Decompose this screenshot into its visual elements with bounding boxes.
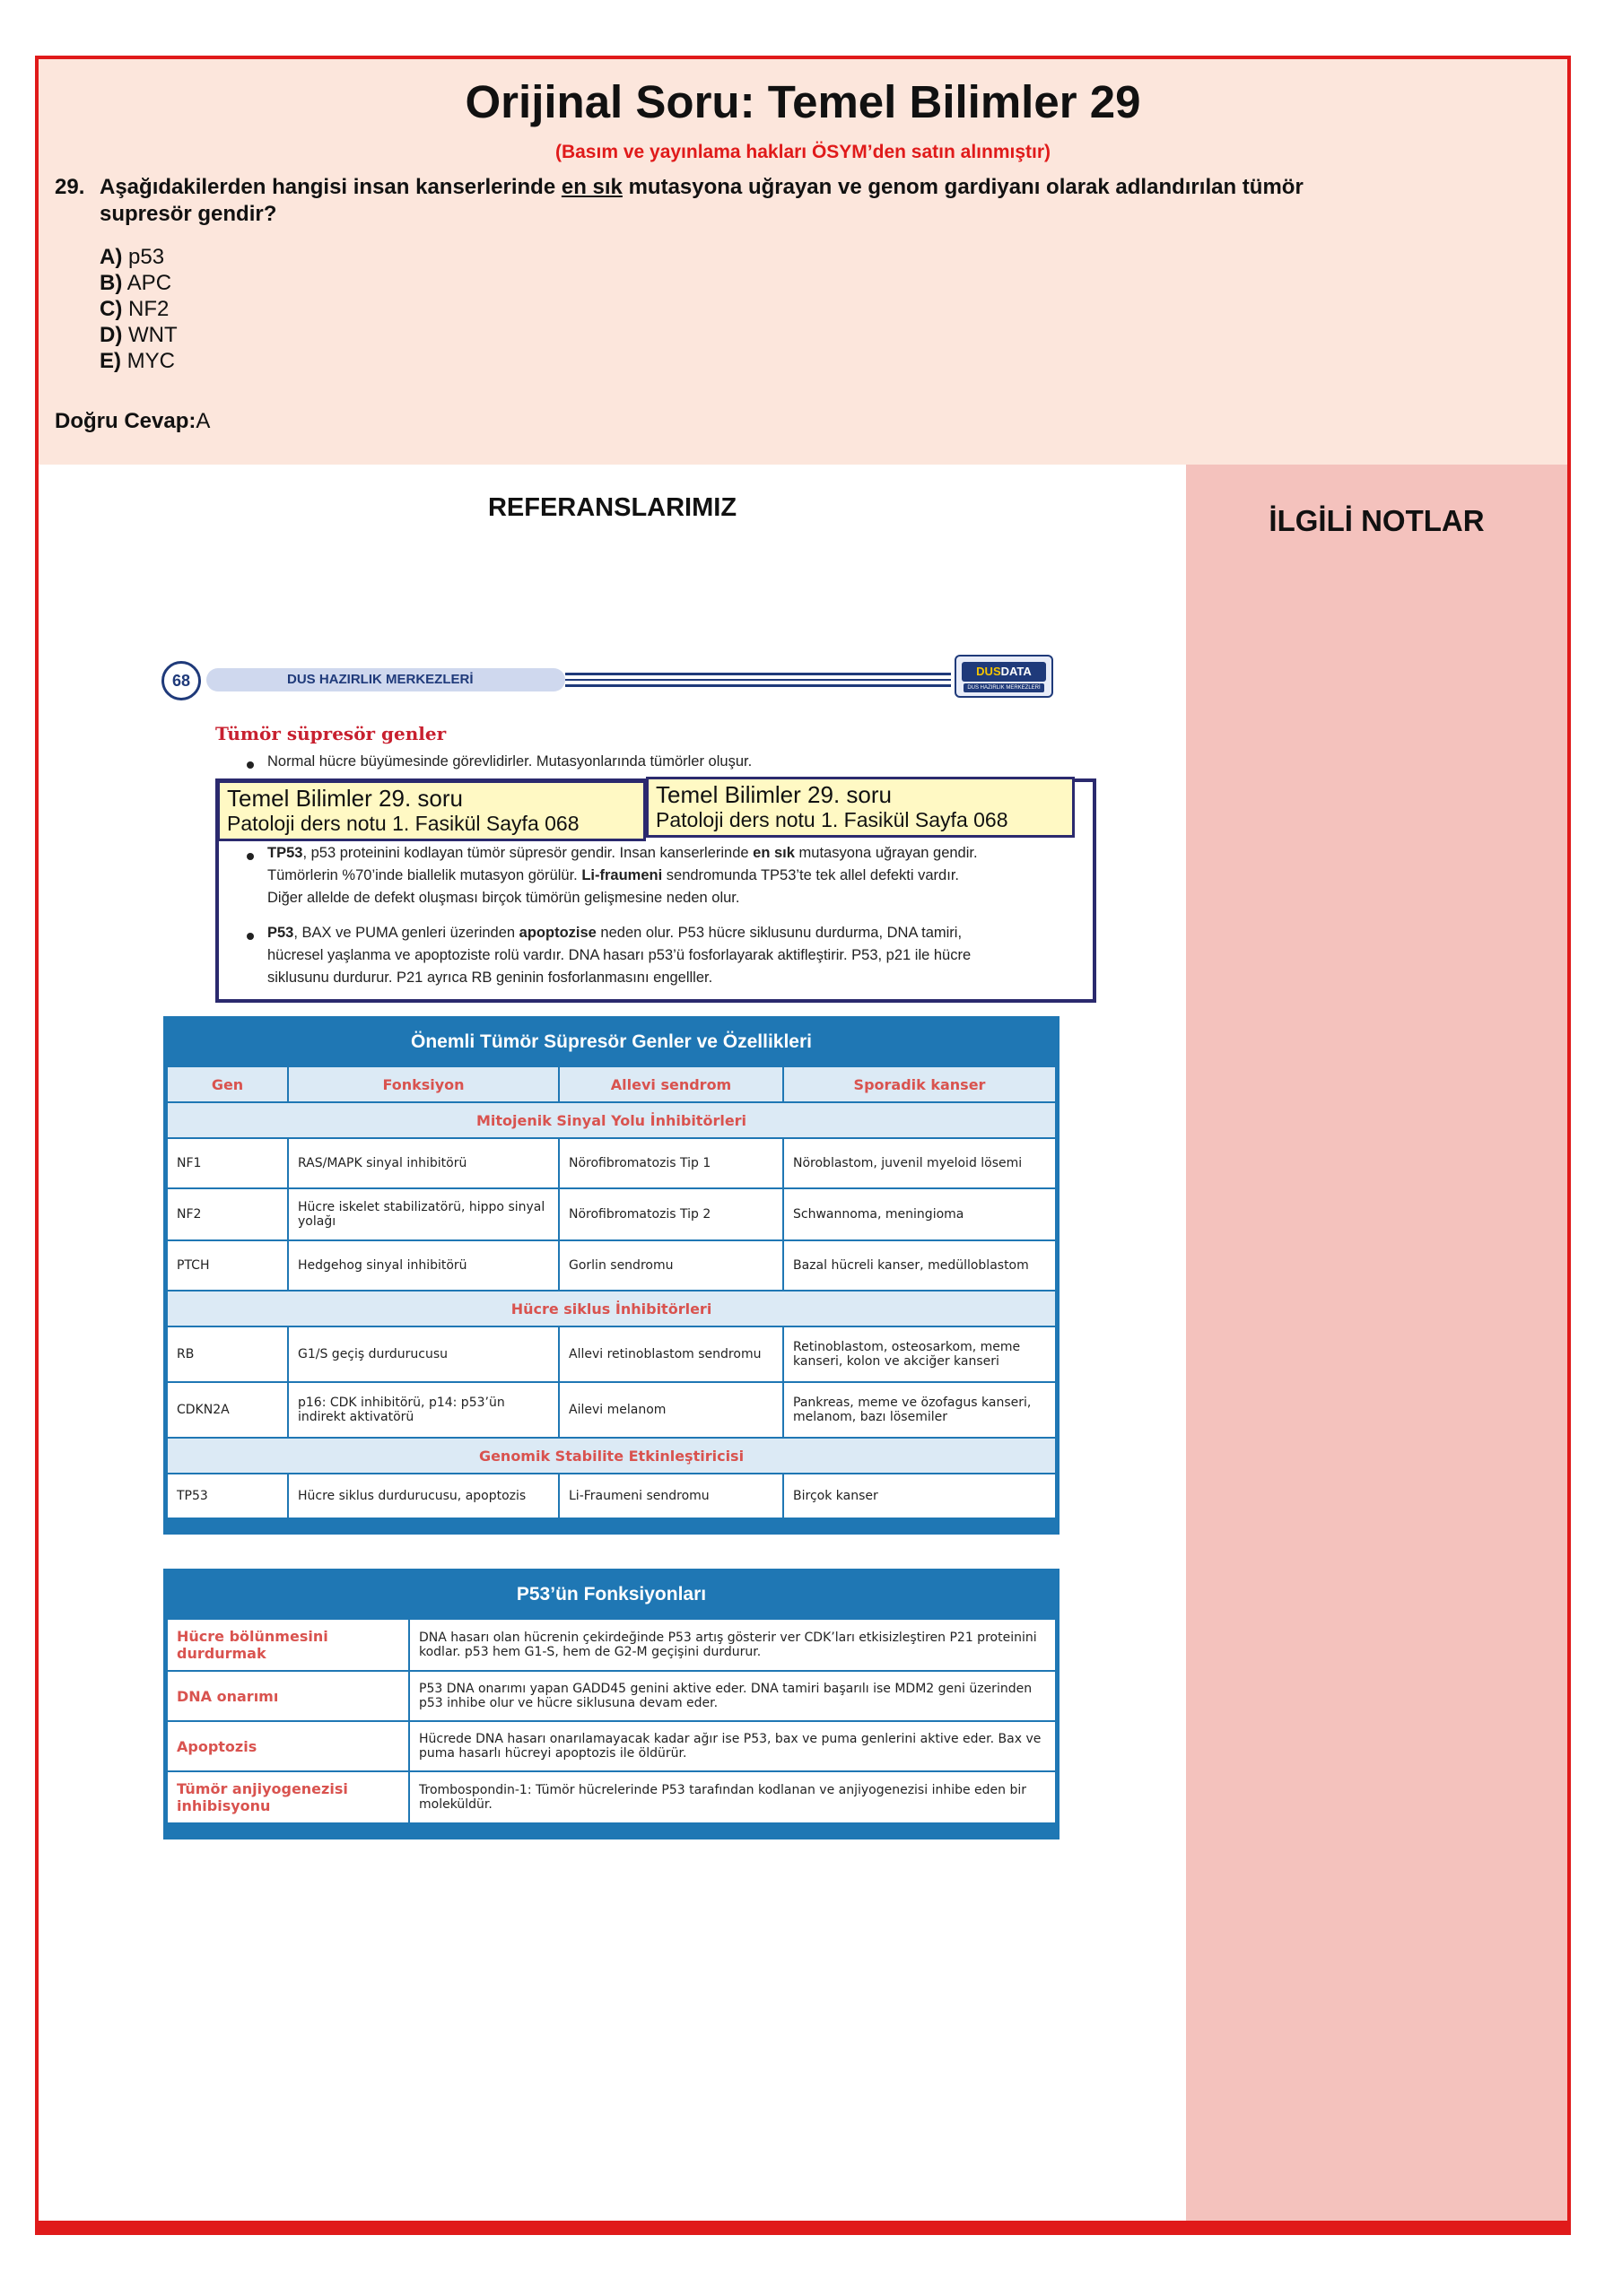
table-cell: Hedgehog sinyal inhibitörü: [288, 1240, 559, 1291]
option-letter: C): [100, 297, 123, 321]
p53-text: , BAX ve PUMA genleri üzerinden: [293, 925, 519, 941]
tp53-text: sendromunda TP53’te tek allel defekti vardır.: [662, 867, 959, 883]
option-c: [100, 296, 178, 322]
table-title: Önemli Tümör Süpresör Genler ve Özellikleri: [166, 1019, 1057, 1065]
page-number: 68: [161, 661, 201, 700]
option-letter: B): [100, 271, 123, 295]
tp53-term: TP53: [267, 845, 303, 861]
bullet-dot: [247, 761, 254, 769]
table-footer: [166, 1824, 1057, 1837]
p53-apoptosis-line-3: siklusunu durdurur. P21 ayrıca RB geninin fosforlanmasını engelller.: [267, 970, 713, 986]
table-cell: Nöroblastom, juvenil myeloid lösemi: [783, 1138, 1056, 1188]
copyright-note: (Basım ve yayınlama hakları ÖSYM’den satın alınmıştır): [554, 142, 1051, 162]
table-row: [167, 1326, 1056, 1382]
group-label: Genomik Stabilite Etkinleştiricisi: [167, 1438, 1056, 1474]
bullet-dot: [247, 933, 254, 940]
option-letter: E): [100, 349, 121, 373]
tumor-suppressor-table: [163, 1016, 1060, 1535]
table-row: [167, 1771, 1056, 1823]
question-number: 29.: [55, 175, 85, 199]
group-row: [167, 1102, 1056, 1138]
bullet-dot: [247, 853, 254, 860]
question-text-part: mutasyona uğrayan ve genom gardiyanı olarak adlandırılan tümör: [622, 175, 1304, 199]
column-header: Fonksiyon: [288, 1066, 559, 1102]
question-text-part: Aşağıdakilerden hangisi insan kanserlerinde: [100, 175, 562, 199]
function-description: DNA hasarı olan hücrenin çekirdeğinde P53 artış gösterir ver CDK’ları etkisizleştiren P21 proteinini kodlar. p53 hem G1-S, hem de G2-M geçişini durdurur.: [409, 1619, 1056, 1671]
tag-source: Patoloji ders notu 1. Fasikül Sayfa 068: [227, 812, 580, 835]
option-text: MYC: [121, 349, 175, 373]
function-name: Tümör anjiyogenezisi inhibisyonu: [167, 1771, 409, 1823]
p53-apoptosis-line-2: hücresel yaşlanma ve apoptoziste rolü vardır. DNA hasarı p53’ü fosforlayarak aktifleştirir. P53, p21 ile hücre: [267, 947, 972, 963]
table-row: [167, 1382, 1056, 1438]
table-title: P53’ün Fonksiyonları: [166, 1571, 1057, 1618]
table-cell: Gorlin sendromu: [559, 1240, 783, 1291]
p53-functions-table: [163, 1569, 1060, 1839]
p53-term: P53: [267, 925, 294, 941]
table-row: [167, 1138, 1056, 1188]
option-text: WNT: [122, 323, 178, 347]
option-letter: D): [100, 323, 123, 347]
question-text-continued: supresör gendir?: [100, 202, 277, 226]
answer-label: Doğru Cevap:: [55, 409, 196, 433]
table-cell: Li-Fraumeni sendromu: [559, 1474, 783, 1518]
tumor-suppressor-grid: [166, 1065, 1057, 1519]
correct-answer: [55, 409, 210, 434]
p53-text: neden olur. P53 hücre siklusunu durdurma, DNA tamiri,: [596, 925, 963, 941]
p53-apoptosis-line-1: [267, 922, 962, 944]
table-cell: Retinoblastom, osteosarkom, meme kanseri, kolon ve akciğer kanseri: [783, 1326, 1056, 1382]
table-row: [167, 1188, 1056, 1240]
table-cell: Allevi retinoblastom sendromu: [559, 1326, 783, 1382]
table-cell: G1/S geçiş durdurucusu: [288, 1326, 559, 1382]
table-cell: Hücre iskelet stabilizatörü, hippo sinyal yolağı: [288, 1188, 559, 1240]
p53-functions-grid: [166, 1618, 1057, 1824]
option-text: p53: [122, 245, 165, 269]
column-header: Sporadik kanser: [783, 1066, 1056, 1102]
option-text: APC: [122, 271, 172, 295]
table-cell: PTCH: [167, 1240, 288, 1291]
option-d: [100, 322, 178, 348]
answer-options: [100, 244, 178, 374]
table-cell: Nörofibromatozis Tip 1: [559, 1138, 783, 1188]
table-cell: Pankreas, meme ve özofagus kanseri, melanom, bazı lösemiler: [783, 1382, 1056, 1438]
tag-title: Temel Bilimler 29. soru: [227, 785, 463, 812]
tag-source: Patoloji ders notu 1. Fasikül Sayfa 068: [656, 808, 1008, 831]
tp53-text: Tümörlerin %70’inde biallelik mutasyon görülür.: [267, 867, 582, 883]
table-cell: Ailevi melanom: [559, 1382, 783, 1438]
group-row: [167, 1291, 1056, 1326]
tp53-text: , p53 proteinini kodlayan tümör süpresör gendir. Insan kanserlerinde: [302, 845, 754, 861]
page-header-label: DUS HAZIRLIK MERKEZLERİ: [206, 668, 565, 691]
bullet-text-1: Normal hücre büyümesinde görevlidirler. Mutasyonlarında tümörler oluşur.: [267, 753, 753, 770]
answer-value: A: [196, 409, 211, 433]
column-header: Gen: [167, 1066, 288, 1102]
group-label: Mitojenik Sinyal Yolu İnhibitörleri: [167, 1102, 1056, 1138]
table-cell: NF2: [167, 1188, 288, 1240]
logo-text-a: DUS: [976, 665, 1001, 678]
group-label: Hücre siklus İnhibitörleri: [167, 1291, 1056, 1326]
function-name: DNA onarımı: [167, 1671, 409, 1721]
logo-text-b: DATA: [1000, 665, 1032, 678]
table-cell: p16: CDK inhibitörü, p14: p53’ün indirekt aktivatörü: [288, 1382, 559, 1438]
reference-tag-2: [646, 777, 1075, 838]
table-cell: NF1: [167, 1138, 288, 1188]
function-description: Trombospondin-1: Tümör hücrelerinde P53 tarafından kodlanan ve anjiyogenezisi inhibe eden bir moleküldür.: [409, 1771, 1056, 1823]
option-e: [100, 348, 178, 374]
table-cell: RAS/MAPK sinyal inhibitörü: [288, 1138, 559, 1188]
function-description: P53 DNA onarımı yapan GADD45 genini aktive eder. DNA tamiri başarılı ise MDM2 geni üzerinden p53 inhibe olur ve hücre siklusuna devam eder.: [409, 1671, 1056, 1721]
notes-title: İLGİLİ NOTLAR: [1269, 504, 1485, 537]
tag-title: Temel Bilimler 29. soru: [656, 781, 892, 808]
logo-text: [962, 662, 1046, 682]
group-row: [167, 1438, 1056, 1474]
table-cell: TP53: [167, 1474, 288, 1518]
table-cell: Nörofibromatozis Tip 2: [559, 1188, 783, 1240]
table-cell: Birçok kanser: [783, 1474, 1056, 1518]
table-cell: Schwannoma, meningioma: [783, 1188, 1056, 1240]
column-header: Allevi sendrom: [559, 1066, 783, 1102]
option-letter: A): [100, 245, 123, 269]
references-title: REFERANSLARIMIZ: [487, 493, 737, 522]
tp53-line-1: [267, 842, 978, 865]
question-emphasis: en sık: [561, 175, 623, 199]
table-header-row: [167, 1066, 1056, 1102]
table-footer: [166, 1519, 1057, 1532]
table-row: [167, 1671, 1056, 1721]
header-rule: [565, 673, 951, 687]
option-b: [100, 270, 178, 296]
option-a: [100, 244, 178, 270]
option-text: NF2: [122, 297, 170, 321]
table-row: [167, 1619, 1056, 1671]
function-name: Apoptozis: [167, 1721, 409, 1771]
table-cell: Bazal hücreli kanser, medülloblastom: [783, 1240, 1056, 1291]
tp53-line-2: [267, 865, 959, 887]
reference-tag-1: [217, 780, 646, 841]
table-row: [167, 1240, 1056, 1291]
table-row: [167, 1474, 1056, 1518]
table-cell: Hücre siklus durdurucusu, apoptozis: [288, 1474, 559, 1518]
dusdata-logo: [955, 655, 1053, 698]
function-name: Hücre bölünmesini durdurmak: [167, 1619, 409, 1671]
table-cell: CDKN2A: [167, 1382, 288, 1438]
table-row: [167, 1721, 1056, 1771]
question-text: [55, 174, 1454, 228]
li-fraumeni-term: Li-fraumeni: [581, 867, 663, 883]
apoptosis-term: apoptozise: [519, 925, 597, 941]
related-notes-panel: [1186, 465, 1567, 2221]
question-panel: [39, 59, 1567, 465]
tp53-emphasis: en sık: [753, 845, 795, 861]
function-description: Hücrede DNA hasarı onarılamayacak kadar ağır ise P53, bax ve puma genlerini aktive eder. Bax ve puma hasarlı hücreyi apoptozis ile öldürür.: [409, 1721, 1056, 1771]
table-cell: RB: [167, 1326, 288, 1382]
logo-subtitle: DUS HAZIRLIK MERKEZLERİ: [964, 683, 1044, 692]
bottom-border-bar: [35, 2221, 1571, 2235]
section-title: Tümör süpresör genler: [215, 723, 447, 744]
question-title: Orijinal Soru: Temel Bilimler 29: [465, 76, 1141, 127]
tp53-line-3: Diğer allelde de defekt oluşması birçok tümörün gelişmesine neden olur.: [267, 890, 740, 906]
tp53-text: mutasyona uğrayan gendir.: [794, 845, 978, 861]
